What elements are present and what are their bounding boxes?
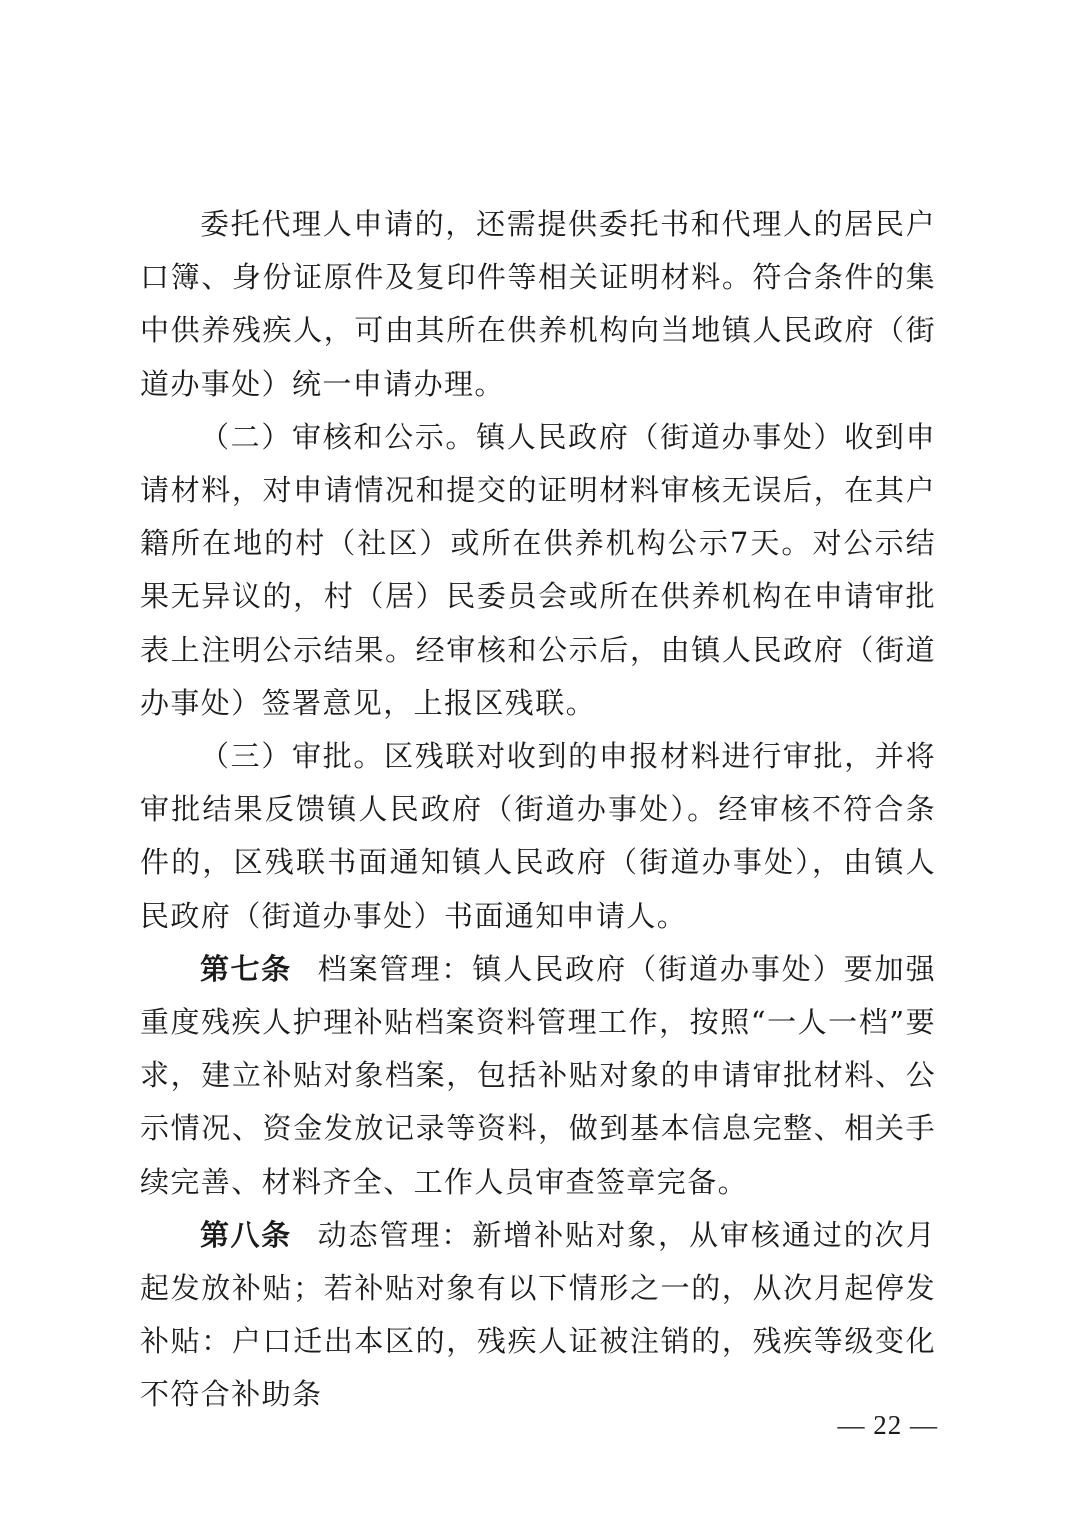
- article-paragraph: [140, 943, 936, 1209]
- article-heading: 第七条: [200, 951, 292, 986]
- article-heading: 第八条: [200, 1217, 292, 1252]
- paragraph-text: （三）审批。区残联对收到的申报材料进行审批，并将审批结果反馈镇人民政府（街道办事处）。经审核不符合条件的，区残联书面通知镇人民政府（街道办事处），由镇人民政府（街道办事处）书面通知申请人。: [140, 739, 936, 933]
- paragraph-text: 动态管理：新增补贴对象，从审核通过的次月起发放补贴；若补贴对象有以下情形之一的，从次月起停发补贴：户口迁出本区的，残疾人证被注销的，残疾等级变化不符合补助条: [140, 1217, 936, 1412]
- paragraph-text: （二）审核和公示。镇人民政府（街道办事处）收到申请材料，对申请情况和提交的证明材料审核无误后，在其户籍所在地的村（社区）或所在供养机构公示7天。对公示结果无异议的，村（居）民委员会或所在供养机构在申请审批表上注明公示结果。经审核和公示后，由镇人民政府（街道办事处）签署意见，上报区残联。: [140, 419, 936, 720]
- paragraph-text: 档案管理：镇人民政府（街道办事处）要加强重度残疾人护理补贴档案资料管理工作，按照“一人一档”要求，建立补贴对象档案，包括补贴对象的申请审批材料、公示情况、资金发放记录等资料，做到基本信息完整、相关手续完善、材料齐全、工作人员审查签章完备。: [140, 951, 936, 1199]
- document-body: [140, 198, 936, 1422]
- paragraph: [140, 411, 936, 730]
- article-paragraph: [140, 1209, 936, 1422]
- paragraph-text: 委托代理人申请的，还需提供委托书和代理人的居民户口簿、身份证原件及复印件等相关证明材料。符合条件的集中供养残疾人，可由其所在供养机构向当地镇人民政府（街道办事处）统一申请办理。: [140, 207, 936, 401]
- paragraph: [140, 730, 936, 943]
- page-number: — 22 —: [837, 1410, 938, 1440]
- paragraph: [140, 198, 936, 411]
